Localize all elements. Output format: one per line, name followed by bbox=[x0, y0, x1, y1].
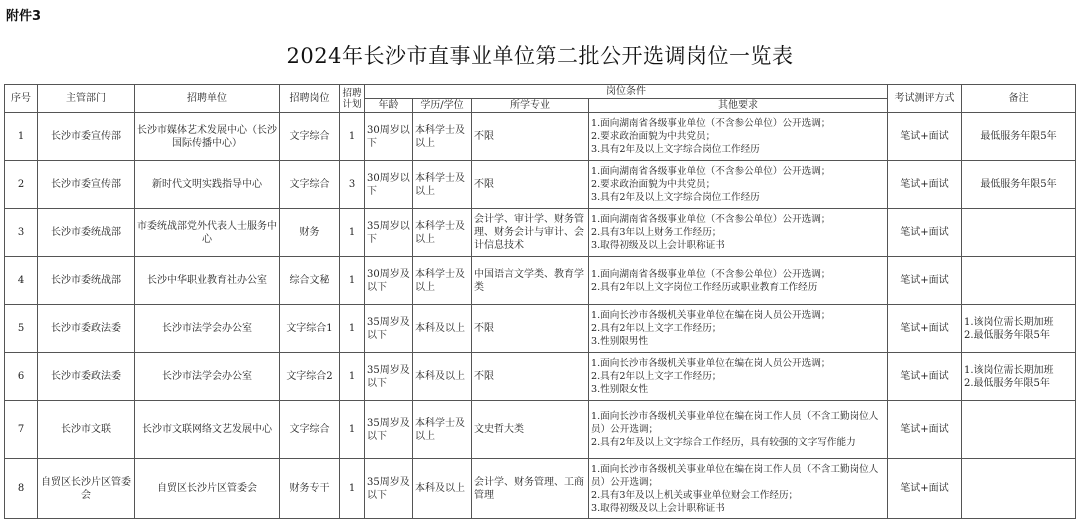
header-plan: 招聘计划 bbox=[340, 85, 365, 113]
cell-other-req-line: 2.具有2年及以上文字综合工作经历，具有较强的文字写作能力 bbox=[591, 437, 856, 448]
cell-exam: 笔试+面试 bbox=[888, 257, 962, 305]
header-other: 其他要求 bbox=[589, 99, 888, 113]
cell-seq: 5 bbox=[5, 305, 38, 353]
cell-age: 35周岁及以下 bbox=[365, 353, 413, 401]
cell-remark bbox=[962, 305, 1076, 353]
cell-other-req-line: 3.性别限女性 bbox=[591, 384, 649, 395]
cell-remark bbox=[962, 161, 1076, 209]
cell-major: 文史哲大类 bbox=[472, 401, 589, 459]
cell-other-req-line: 2.要求政治面貌为中共党员； bbox=[591, 131, 716, 142]
cell-age: 35周岁及以下 bbox=[365, 305, 413, 353]
cell-seq: 8 bbox=[5, 459, 38, 519]
cell-exam: 笔试+面试 bbox=[888, 305, 962, 353]
cell-other-req bbox=[589, 257, 888, 305]
header-remark: 备注 bbox=[962, 85, 1076, 113]
header-edu: 学历/学位 bbox=[413, 99, 472, 113]
cell-age: 35周岁及以下 bbox=[365, 459, 413, 519]
cell-edu: 本科及以上 bbox=[413, 305, 472, 353]
table-row bbox=[5, 161, 1076, 209]
cell-unit: 长沙市文联网络文艺发展中心 bbox=[135, 401, 280, 459]
cell-unit: 自贸区长沙片区管委会 bbox=[135, 459, 280, 519]
cell-remark-line: 1.该岗位需长期加班 bbox=[964, 316, 1054, 328]
cell-dept: 长沙市文联 bbox=[38, 401, 135, 459]
cell-other-req-line: 3.取得初级及以上会计职称证书 bbox=[591, 502, 725, 514]
cell-dept: 长沙市委统战部 bbox=[38, 209, 135, 257]
cell-exam: 笔试+面试 bbox=[888, 161, 962, 209]
cell-other-req-line: 2.具有3年以上财务工作经历； bbox=[591, 227, 722, 238]
cell-other-req-line: 1.面向长沙市各级机关事业单位在编在岗人员公开选调； bbox=[591, 310, 831, 321]
cell-major: 不限 bbox=[472, 161, 589, 209]
cell-major: 中国语言文学类、教育学类 bbox=[472, 257, 589, 305]
cell-seq: 2 bbox=[5, 161, 38, 209]
cell-other-req bbox=[589, 209, 888, 257]
header-conditions: 岗位条件 bbox=[365, 85, 888, 99]
cell-dept: 长沙市委宣传部 bbox=[38, 113, 135, 161]
cell-other-req-line: 2.具有2年以上文字工作经历； bbox=[591, 323, 722, 334]
cell-seq: 4 bbox=[5, 257, 38, 305]
cell-other-req-line: 2.具有2年以上文字岗位工作经历或职业教育工作经历 bbox=[591, 281, 818, 293]
cell-plan: 1 bbox=[340, 257, 365, 305]
table-row bbox=[5, 459, 1076, 519]
cell-seq: 6 bbox=[5, 353, 38, 401]
cell-remark-line: 最低服务年限5年 bbox=[980, 131, 1057, 142]
cell-unit: 长沙市法学会办公室 bbox=[135, 353, 280, 401]
cell-edu: 本科学士及以上 bbox=[413, 161, 472, 209]
table-row bbox=[5, 353, 1076, 401]
cell-post: 文字综合 bbox=[280, 113, 340, 161]
cell-remark-line: 2.最低服务年限5年 bbox=[964, 377, 1050, 389]
header-exam: 考试测评方式 bbox=[888, 85, 962, 113]
cell-remark-line: 2.最低服务年限5年 bbox=[964, 329, 1050, 341]
cell-other-req-line: 1.面向湖南省各级事业单位（不含参公单位）公开选调； bbox=[591, 118, 831, 129]
cell-other-req-line: 3.具有2年及以上文字综合岗位工作经历 bbox=[591, 192, 760, 203]
cell-other-req-line: 2.要求政治面貌为中共党员； bbox=[591, 179, 716, 190]
cell-remark bbox=[962, 209, 1076, 257]
table-row bbox=[5, 305, 1076, 353]
cell-post: 综合文秘 bbox=[280, 257, 340, 305]
cell-post: 文字综合 bbox=[280, 401, 340, 459]
cell-major: 会计学、财务管理、工商管理 bbox=[472, 459, 589, 519]
cell-other-req bbox=[589, 161, 888, 209]
page-title: 2024年长沙市直事业单位第二批公开选调岗位一览表 bbox=[286, 44, 794, 68]
header-seq: 序号 bbox=[5, 85, 38, 113]
cell-other-req-line: 1.面向长沙市各级机关事业单位在编在岗人员公开选调； bbox=[591, 358, 831, 369]
cell-major: 会计学、审计学、财务管理、财务会计与审计、会计信息技术 bbox=[472, 209, 589, 257]
cell-post: 财务 bbox=[280, 209, 340, 257]
cell-seq: 3 bbox=[5, 209, 38, 257]
cell-other-req bbox=[589, 113, 888, 161]
cell-other-req-line: 3.具有2年及以上文字综合岗位工作经历 bbox=[591, 144, 760, 155]
cell-major: 不限 bbox=[472, 113, 589, 161]
positions-table bbox=[4, 84, 1076, 519]
cell-unit: 长沙市媒体艺术发展中心（长沙国际传播中心） bbox=[135, 113, 280, 161]
cell-other-req bbox=[589, 305, 888, 353]
cell-post: 文字综合 bbox=[280, 161, 340, 209]
header-row bbox=[5, 85, 1076, 99]
cell-post: 文字综合2 bbox=[280, 353, 340, 401]
header-age: 年龄 bbox=[365, 99, 413, 113]
cell-plan: 1 bbox=[340, 305, 365, 353]
cell-other-req-line: 1.面向湖南省各级事业单位（不含参公单位）公开选调； bbox=[591, 268, 831, 280]
cell-dept: 自贸区长沙片区管委会 bbox=[38, 459, 135, 519]
cell-dept: 长沙市委政法委 bbox=[38, 353, 135, 401]
cell-age: 30周岁以下 bbox=[365, 113, 413, 161]
cell-post: 文字综合1 bbox=[280, 305, 340, 353]
cell-plan: 1 bbox=[340, 113, 365, 161]
cell-exam: 笔试+面试 bbox=[888, 113, 962, 161]
cell-other-req-line: 1.面向湖南省各级事业单位（不含参公单位）公开选调； bbox=[591, 166, 831, 177]
cell-age: 35周岁以下 bbox=[365, 209, 413, 257]
cell-exam: 笔试+面试 bbox=[888, 353, 962, 401]
cell-seq: 1 bbox=[5, 113, 38, 161]
cell-edu: 本科及以上 bbox=[413, 459, 472, 519]
cell-dept: 长沙市委统战部 bbox=[38, 257, 135, 305]
cell-unit: 长沙中华职业教育社办公室 bbox=[135, 257, 280, 305]
cell-post: 财务专干 bbox=[280, 459, 340, 519]
cell-age: 30周岁及以下 bbox=[365, 257, 413, 305]
header-unit: 招聘单位 bbox=[135, 85, 280, 113]
cell-unit: 市委统战部党外代表人士服务中心 bbox=[135, 209, 280, 257]
cell-other-req bbox=[589, 459, 888, 519]
cell-plan: 1 bbox=[340, 401, 365, 459]
cell-remark bbox=[962, 257, 1076, 305]
cell-dept: 长沙市委宣传部 bbox=[38, 161, 135, 209]
cell-edu: 本科学士及以上 bbox=[413, 113, 472, 161]
table-row bbox=[5, 113, 1076, 161]
cell-age: 35周岁及以下 bbox=[365, 401, 413, 459]
cell-other-req-line: 3.性别限男性 bbox=[591, 336, 649, 347]
header-major: 所学专业 bbox=[472, 99, 589, 113]
cell-exam: 笔试+面试 bbox=[888, 459, 962, 519]
cell-edu: 本科学士及以上 bbox=[413, 209, 472, 257]
cell-remark bbox=[962, 401, 1076, 459]
cell-remark bbox=[962, 113, 1076, 161]
cell-plan: 1 bbox=[340, 353, 365, 401]
cell-edu: 本科学士及以上 bbox=[413, 257, 472, 305]
cell-remark-line: 最低服务年限5年 bbox=[980, 179, 1057, 190]
table-row bbox=[5, 401, 1076, 459]
cell-remark-line: 1.该岗位需长期加班 bbox=[964, 364, 1054, 376]
cell-edu: 本科学士及以上 bbox=[413, 401, 472, 459]
cell-unit: 新时代文明实践指导中心 bbox=[135, 161, 280, 209]
cell-other-req bbox=[589, 401, 888, 459]
cell-other-req-line: 3.取得初级及以上会计职称证书 bbox=[591, 240, 725, 251]
cell-exam: 笔试+面试 bbox=[888, 401, 962, 459]
cell-plan: 1 bbox=[340, 209, 365, 257]
cell-other-req-line: 2.具有3年及以上机关或事业单位财会工作经历； bbox=[591, 489, 799, 501]
cell-other-req-line: 1.面向长沙市各级机关事业单位在编在岗工作人员（不含工勤岗位人员）公开选调； bbox=[591, 411, 879, 435]
table-row bbox=[5, 209, 1076, 257]
cell-other-req-line: 2.具有2年以上文字工作经历； bbox=[591, 371, 722, 382]
cell-other-req-line: 1.面向湖南省各级事业单位（不含参公单位）公开选调； bbox=[591, 214, 831, 225]
cell-age: 30周岁以下 bbox=[365, 161, 413, 209]
attachment-label: 附件3 bbox=[6, 9, 42, 24]
cell-edu: 本科及以上 bbox=[413, 353, 472, 401]
header-dept: 主管部门 bbox=[38, 85, 135, 113]
cell-exam: 笔试+面试 bbox=[888, 209, 962, 257]
cell-major: 不限 bbox=[472, 305, 589, 353]
cell-other-req bbox=[589, 353, 888, 401]
cell-plan: 3 bbox=[340, 161, 365, 209]
cell-remark bbox=[962, 459, 1076, 519]
header-post: 招聘岗位 bbox=[280, 85, 340, 113]
cell-remark bbox=[962, 353, 1076, 401]
cell-unit: 长沙市法学会办公室 bbox=[135, 305, 280, 353]
cell-plan: 1 bbox=[340, 459, 365, 519]
cell-seq: 7 bbox=[5, 401, 38, 459]
cell-dept: 长沙市委政法委 bbox=[38, 305, 135, 353]
table-row bbox=[5, 257, 1076, 305]
cell-major: 不限 bbox=[472, 353, 589, 401]
cell-other-req-line: 1.面向长沙市各级机关事业单位在编在岗工作人员（不含工勤岗位人员）公开选调； bbox=[591, 463, 879, 488]
